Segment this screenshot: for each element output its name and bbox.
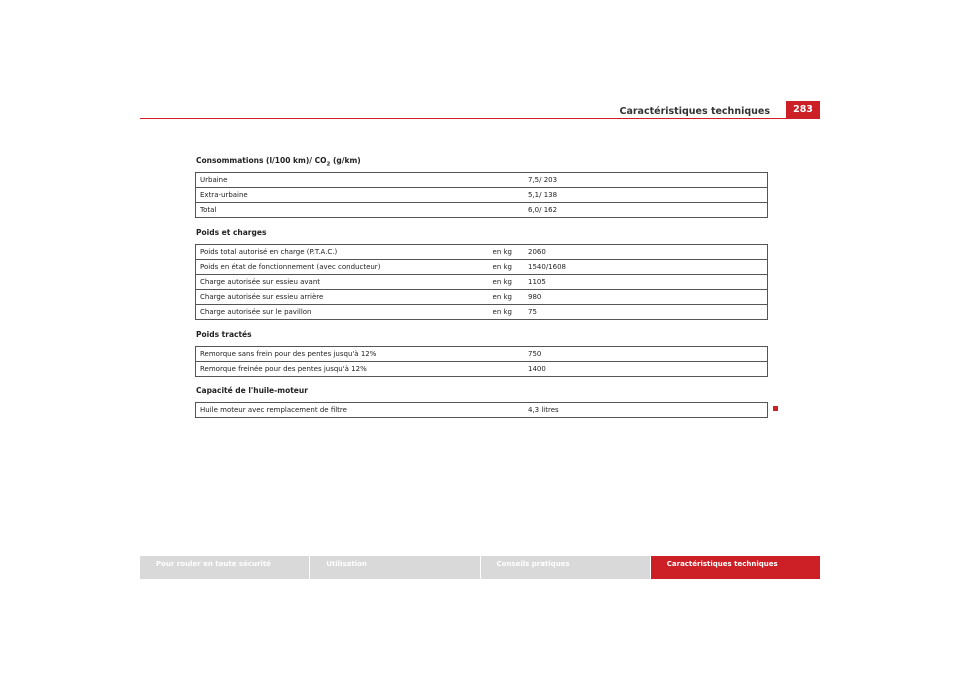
consumption-table [195, 172, 768, 218]
row-unit [484, 188, 516, 203]
row-unit: en kg [492, 308, 512, 316]
row-value: 2060 [516, 245, 768, 260]
table-row [196, 245, 768, 260]
row-value: 75 [528, 308, 537, 316]
section-title-oil: Capacité de l'huile-moteur [196, 386, 308, 395]
row-label: Extra-urbaine [196, 188, 485, 203]
row-label: Charge autorisée sur essieu arrière [196, 290, 485, 305]
table-row [196, 305, 768, 320]
tab-pour-rouler[interactable]: Pour rouler en toute sécurité [140, 556, 309, 579]
tab-utilisation[interactable]: Utilisation [309, 556, 479, 579]
row-value: 1400 [528, 365, 546, 373]
row-unit [484, 173, 516, 188]
row-value: 1105 [516, 275, 768, 290]
section-title-weights: Poids et charges [196, 228, 267, 237]
row-label: Charge autorisée sur le pavillon [200, 308, 312, 316]
row-unit [484, 403, 516, 418]
row-value: 7,5/ 203 [516, 173, 768, 188]
row-label: Total [200, 206, 217, 214]
row-label: Poids total autorisé en charge (P.T.A.C.) [196, 245, 485, 260]
row-unit [484, 362, 516, 377]
page-header-title: Caractéristiques techniques [619, 106, 770, 117]
row-unit: en kg [484, 245, 516, 260]
tab-conseils-pratiques[interactable]: Conseils pratiques [480, 556, 650, 579]
row-label: Remorque freinée pour des pentes jusqu'à 12% [200, 365, 367, 373]
footer-nav [140, 556, 820, 579]
row-value: 5,1/ 138 [516, 188, 768, 203]
table-row [196, 290, 768, 305]
table-row [196, 275, 768, 290]
header-divider [140, 118, 820, 119]
section-title-towing: Poids tractés [196, 330, 252, 339]
weights-table [195, 244, 768, 320]
table-row [196, 347, 768, 362]
towing-table [195, 346, 768, 377]
table-row [196, 403, 768, 418]
consumption-title-suffix: (g/km) [330, 156, 361, 165]
row-label: Urbaine [196, 173, 485, 188]
table-row [196, 173, 768, 188]
row-label: Charge autorisée sur essieu avant [196, 275, 485, 290]
table-row [196, 260, 768, 275]
row-unit: en kg [484, 290, 516, 305]
row-unit: en kg [484, 275, 516, 290]
row-unit [484, 347, 516, 362]
row-value: 750 [516, 347, 768, 362]
section-title-consumption [196, 156, 361, 168]
page-number: 283 [786, 101, 820, 118]
row-label: Poids en état de fonctionnement (avec conducteur) [196, 260, 485, 275]
row-label: Huile moteur avec remplacement de filtre [200, 406, 347, 414]
consumption-title-sub: 2 [326, 161, 331, 168]
tab-caracteristiques-techniques[interactable]: Caractéristiques techniques [650, 556, 820, 579]
row-value: 1540/1608 [516, 260, 768, 275]
row-label: Remorque sans frein pour des pentes jusqu'à 12% [196, 347, 485, 362]
row-unit [484, 203, 516, 218]
section-end-marker [773, 406, 778, 411]
consumption-title-prefix: Consommations (l/100 km)/ CO [196, 156, 327, 165]
row-value: 6,0/ 162 [528, 206, 558, 214]
table-row [196, 188, 768, 203]
oil-table [195, 402, 768, 418]
row-value: 980 [516, 290, 768, 305]
row-unit: en kg [484, 260, 516, 275]
table-row [196, 362, 768, 377]
row-value: 4,3 litres [528, 406, 559, 414]
table-row [196, 203, 768, 218]
